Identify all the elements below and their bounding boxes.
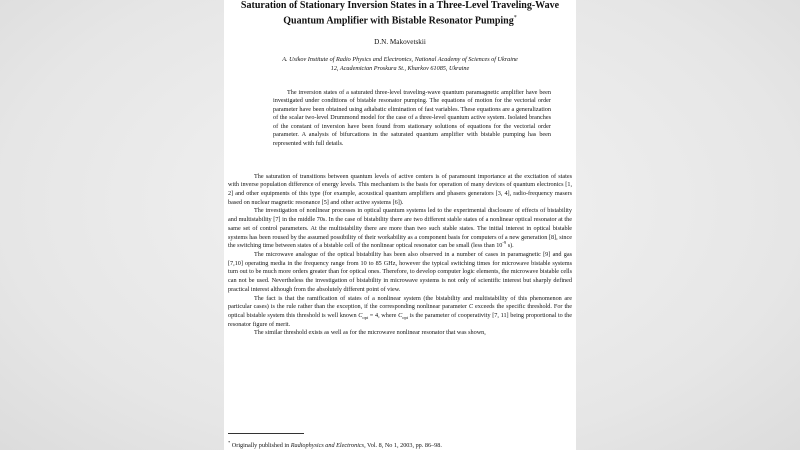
affiliation-line-2: 12, Academician Proskura St., Kharkov 61085, Ukraine [330, 64, 470, 72]
title-line-2: Quantum Amplifier with Bistable Resonator Pumping [283, 15, 514, 27]
footnote-details: , Vol. 8, No 1, 2003, pp. 86–98. [364, 442, 442, 450]
paragraph-4-part-a: The fact is that the ramification of states of a nonlinear system (the bistability and multistability of this phenomenon are particular cases) is the rule rather than the exception, if the corresponding nonlinear parameter [228, 294, 572, 311]
footnote-text: Originally published in [230, 442, 291, 450]
abstract: The inversion states of a saturated three-level traveling-wave quantum paramagnetic amplifier have been investigated under conditions of bistable resonator pumping. The equations of motion for the vectorial order parameter have been obtained using adiabatic elimination of fast variables. These equations are a generalization of the scalar two-level Drummond model for the case of a three-level quantum active system. Isolated branches of the constant of inversion have been found from stationary solutions of equations for the vectorial order parameter. A analysis of bifurcations in the saturated quantum amplifier with bistable pumping has been represented with full details. [273, 88, 551, 148]
footnote [228, 439, 572, 450]
paragraph-3: The microwave analogue of the optical bistability has been also observed in a number of cases in paramagnetic [9] and gas [7,10] operating media in the frequency range from 10 to 85 GHz, however the typical switching times for microwave bistable systems turn out to be much more orders greater than for optical ones. Therefore, to develop computer logic elements, the microwave bistable cells can not be used. Nevertheless the investigation of bistability in microwave systems is not only of scientific interest but sharply defined practical interest although from the absolutely different point of view. [228, 251, 572, 293]
paragraph-2-text: The investigation of nonlinear processes in optical quantum systems led to the experimental disclosure of effects of bistability and multistability [7] in the middle 70s. In the case of bistability there are two different stable states of a nonlinear optical resonator at the same set of control parameters. At the multistability there are more than two such stable states. The initial interest in optical bistable systems has been roused by the assumed possibility of their workability as a component basis for computers of a new generation [8], since the switching time between states of a bistable cell of the nonlinear optical resonator can be small (less than 10 [228, 207, 572, 250]
affiliation-line-1: A. Usikov Institute of Radio Physics and Electronics, National Academy of Sciences of Ukraine [282, 56, 518, 64]
exponent: -9 [502, 240, 507, 246]
subscript-opt: opt [362, 315, 369, 321]
footnote-divider [228, 433, 304, 434]
document-page [224, 0, 576, 450]
page-content [228, 0, 572, 338]
subscript-opt-2: opt [402, 315, 408, 321]
footnote-mark: * [228, 440, 231, 445]
symbol-c-opt: C [358, 311, 363, 319]
author-name: D.N. Makovetskii [374, 38, 426, 47]
paragraph-4-part-b: exceeds the specific threshold. For the optical bistable system this threshold is well known [228, 303, 573, 319]
paragraph-1: The saturation of transitions between quantum levels of active centers is of paramount importance at the excitation of states with inverse population difference of energy levels. This mechanism is the basis for operation of many devices of quantum electronics [1, 2] and other equipments of this type (for example, acoustical quantum amplifiers and phasers generators [3, 4], radio-frequency masers based on nuclear magnetic resonance [5] and other active systems [6]). [228, 172, 572, 206]
affiliation [228, 56, 572, 73]
body-text [228, 173, 572, 338]
paragraph-2 [228, 207, 572, 251]
paragraph-2-end: s). [506, 242, 514, 250]
symbol-c-opt-2: C [398, 311, 403, 319]
paragraph-4-part-c: = 4, where [368, 311, 399, 319]
paper-title [228, 0, 572, 27]
title-footnote-mark: * [513, 15, 517, 21]
paragraph-5: The similar threshold exists as well as for the microwave nonlinear resonator that was shown, [254, 329, 486, 337]
title-line-1: Saturation of Stationary Inversion States in a Three-Level Traveling-Wave [240, 0, 560, 11]
paragraph-4 [228, 295, 572, 330]
footnote-journal: Radiophysics and Electronics [290, 442, 365, 450]
paragraph-4-part-d: is the parameter of cooperativity [7, 11] being proportional to the resonator figure of merit. [228, 311, 572, 328]
symbol-c: C [468, 303, 474, 311]
